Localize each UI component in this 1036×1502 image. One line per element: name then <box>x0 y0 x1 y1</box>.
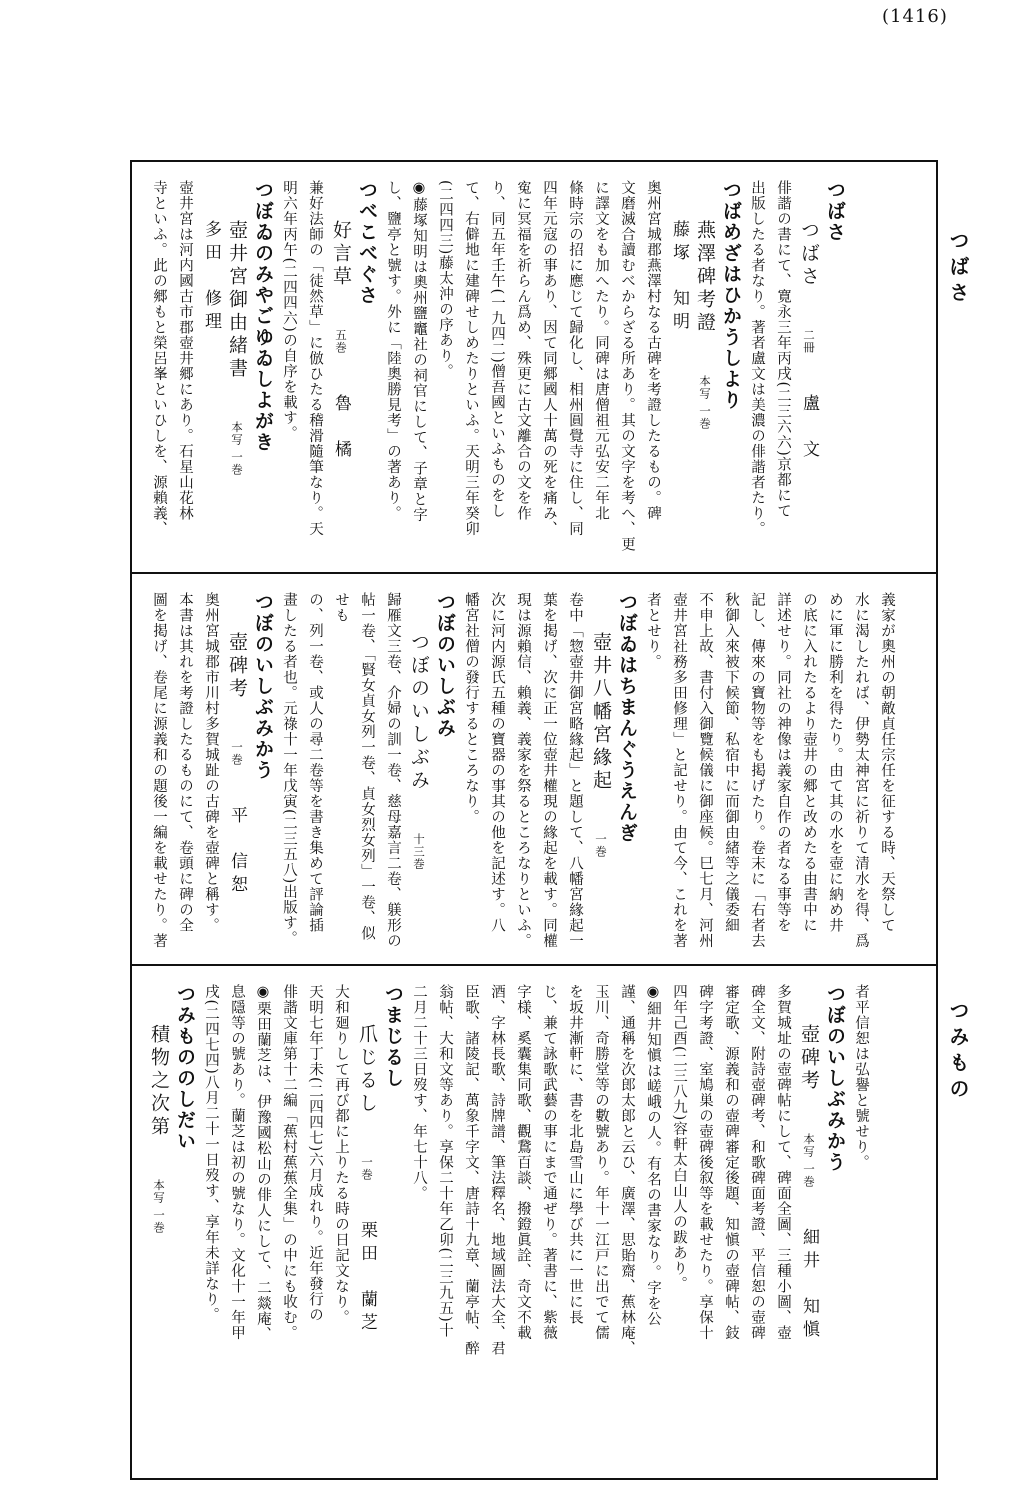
body-text-line: 圖を掲げ、卷尾に源義和の題後一編を載せたり。著 <box>151 592 167 949</box>
volume-count: 五巻 <box>334 329 348 354</box>
body-text-line: 謹、通稱を次郎太郎と云ひ、廣澤、思貽齋、蕉林庵、 <box>619 984 635 1356</box>
entry-title-line <box>796 984 822 1464</box>
body-text-line: 帖一卷、「賢女貞女列一卷、貞女烈女列」一卷、似せも <box>333 592 375 942</box>
body-text-line: 葉を掲げ、次に正一位壺井權現の緣起を載す。同權 <box>541 592 557 949</box>
entry-title-line <box>328 180 354 558</box>
body-text-line: じ、兼て詠歌武藝の事にまで通ぜり。著書に、紫薇 <box>541 984 557 1341</box>
body-text-line: 息隱等の號あり。蘭芝は初の號なり。文化十一年甲 <box>229 984 245 1341</box>
volume-count: 本写 一巻 <box>152 1179 166 1234</box>
body-text-line: 酒、字林長歌、詩牌譜、筆法釋名、地域圖法大全、君 <box>489 984 505 1356</box>
page-number: (1416) <box>882 6 948 27</box>
body-text-line: 四年己酉(二三八九)容軒太白山人の跋あり。 <box>671 984 687 1292</box>
body-text-line: 二月二十三日歿す、年七十八。 <box>411 984 427 1201</box>
body-text-line: 文磨滅合讀むべからざる所あり。其の文字を考へ、更 <box>619 180 635 552</box>
book-title: 壺碑考 <box>798 1024 820 1093</box>
book-title: 爪じるし <box>356 1024 378 1116</box>
entry-heading-text: つぼのいしぶみ <box>434 592 456 739</box>
body-text-line: り、同五年壬午(一九四二)僧吾國といふものをし <box>489 180 505 519</box>
body-text-line: 義家が奧州の朝敵貞任宗任を征する時、天祭して <box>879 592 895 933</box>
entry-heading <box>250 592 276 950</box>
book-author: 魯 橘 <box>331 394 351 463</box>
body-text-line: を坂井漸軒に、書を北島雪山に學び共に一世に長 <box>567 984 583 1325</box>
entry-heading-text: つばめざはひかうしより <box>720 180 742 411</box>
volume-count: 十三巻 <box>412 833 426 871</box>
body-text-line: 碑全文、附詩壺碑考、和歌碑面考證、平信恕の壺碑 <box>749 984 765 1341</box>
body-text-line: 秋御入來被下候節、私宿中に而御由緒等之儀委細 <box>723 592 739 933</box>
volume-count: 一巻 <box>360 1156 374 1181</box>
entry-title-line <box>588 592 614 950</box>
body-text-line: 奥州宮城郡燕澤村なる古碑を考證したるもの。碑 <box>645 180 661 521</box>
entry-heading-text: つばさ <box>824 180 846 243</box>
entry-title-line <box>666 180 718 558</box>
body-text-line: 壺井宮は河内國古市郡壺井郷にあり。石星山花林 <box>177 180 193 521</box>
body-text-line: 不申上故、書付入御覽候儀に御座候。巳七月、河州 <box>697 592 713 949</box>
body-text-line: ◉藤塚知明は奧州鹽竈社の祠官にして、子章と字 <box>411 180 427 523</box>
entry-title-line <box>406 592 432 950</box>
body-text-line: 幡宮社僧の發行するところなり。 <box>463 592 479 825</box>
section-bottom <box>132 966 936 1478</box>
body-text-line: に譯文をも加へたり。同碑は唐僧祖元弘安二年北 <box>593 180 609 521</box>
section-top <box>132 162 936 572</box>
book-title: 積物之次第 <box>148 1024 170 1139</box>
volume-count: 一巻 <box>230 741 244 766</box>
body-text-line: 四年元寇の事あり、因て同郷國人十萬の死を痛み、 <box>541 180 557 537</box>
body-text-line: 玉川、奇勝堂等の數號あり。年十一江戸に出でて儒 <box>593 984 609 1341</box>
entry-heading <box>380 984 406 1464</box>
body-text-line: 水に渴したれば、伊勢太神宮に祈りて清水を得、爲 <box>853 592 869 949</box>
entry-heading-text: つみもののしだい <box>174 984 196 1152</box>
section-middle-text <box>146 592 900 950</box>
body-text-line: 多賀城址の壺碑帖にして、碑面全圖、三種小圖、壺 <box>775 984 791 1341</box>
entry-heading <box>250 180 276 558</box>
page-frame <box>130 160 938 1480</box>
entry-heading <box>432 592 458 950</box>
body-text-line: 壺井宮社務多田修理」と記せり。由て今、これを著 <box>671 592 687 949</box>
book-author: 栗田 蘭芝 <box>357 1221 377 1336</box>
entry-heading-text: つぼゐのみやごゆゐしよがき <box>252 180 274 453</box>
section-middle <box>132 574 936 964</box>
body-text-line: 明六年丙午(二四四六)の自序を載す。 <box>281 180 297 442</box>
body-text-line: の底に入れたるより壺井の郷と改めたる由書中に <box>801 592 817 933</box>
section-top-text <box>146 180 848 558</box>
volume-count: 一巻 <box>594 833 608 858</box>
body-text-line: の、列一卷、或人の尋二卷等を書き集めて評論插 <box>307 592 323 933</box>
entry-heading <box>822 984 848 1464</box>
book-title: 好言草 <box>330 220 352 289</box>
body-text-line: 條時宗の招に應じて歸化し、相州圓覺寺に住し、同 <box>567 180 583 537</box>
section-bottom-text <box>146 984 874 1464</box>
entry-title-line <box>796 180 822 558</box>
margin-label-tsubasa: つばさ <box>946 230 970 308</box>
body-text-line: 歸雁文三卷、介婦の訓一卷、慈母嘉言二卷、躾形の <box>385 592 401 949</box>
entry-title-line <box>198 180 250 558</box>
body-text-line: 大和廻りして再び都に上りたる時の日記文なり。 <box>333 984 349 1325</box>
book-title: 壺碑考 <box>226 632 248 701</box>
book-author: 平 信恕 <box>227 806 247 898</box>
entry-heading-text: つぼのいしぶみかう <box>824 984 846 1173</box>
volume-count: 本写 一巻 <box>802 1133 816 1188</box>
margin-label-tsumimono: つみもの <box>946 1000 970 1104</box>
body-text-line: 字様、奚囊集同歌、觀鵞百談、撥鐙眞詮、奇文不載 <box>515 984 531 1341</box>
entry-heading <box>718 180 744 558</box>
body-text-line: し、鹽亭と號す。外に「陸奧勝見考」の著あり。 <box>385 180 401 521</box>
body-text-line: 碑字考證、室鳩巣の壺碑後叙等を載せたり。享保十 <box>697 984 713 1341</box>
entry-heading <box>822 180 848 558</box>
body-text-line: 俳諧文庫第十二編「蕉村蕉蕉全集」の中にも收む。 <box>281 984 297 1341</box>
body-text-line: ◉細井知愼は嵯峨の人。有名の書家なり。字を公 <box>645 984 661 1327</box>
body-text-line: 出版したる者なり。著者盧文は美濃の俳諧者たり。 <box>749 180 765 537</box>
body-text-line: 現は源賴信、賴義、義家を祭るところなりといふ。 <box>515 592 531 949</box>
book-author: 多田 修理 <box>201 220 221 335</box>
book-title: 壺井八幡宮緣起 <box>590 632 612 793</box>
body-text-line: ◉栗田蘭芝は、伊豫國松山の俳人にして、二燚庵、 <box>255 984 271 1342</box>
body-text-line: (二四四三)藤太沖の序あり。 <box>437 180 453 380</box>
entry-heading <box>354 180 380 558</box>
body-text-line: 天明七年丁未(二四四七)六月成れり。近年發行の <box>307 984 323 1323</box>
entry-heading <box>614 592 640 950</box>
body-text-line: 翁帖、大和文等あり。享保二十年乙卯(二三九五)十 <box>437 984 453 1339</box>
body-text-line: 者平信恕は弘譽と號せり。 <box>853 984 869 1170</box>
entry-heading-text: つぼゐはちまんぐうえんぎ <box>616 592 638 844</box>
book-author: 細井 知愼 <box>799 1227 819 1343</box>
book-author: 藤塚 知明 <box>669 220 689 335</box>
book-title: つばさ <box>798 220 820 289</box>
entry-title-line <box>146 984 172 1464</box>
body-text-line: 臣歌、諸陵記、萬象千字文、唐詩十九章、蘭亭帖、醉 <box>463 984 479 1356</box>
body-text-line: 次に河内源氏五種の寶器の事其の他を記述す。八 <box>489 592 505 933</box>
body-text-line: 戌(二四七四)八月二十一日歿す、享年未詳なり。 <box>203 984 219 1323</box>
book-title: 壺井宮御由緒書 <box>226 220 248 381</box>
book-title: 燕澤碑考證 <box>694 220 716 335</box>
body-text-line: 兼好法師の「徒然草」に倣ひたる稽滑隨筆なり。天 <box>307 180 323 537</box>
body-text-line: 者とせり。 <box>645 592 661 670</box>
entry-heading <box>172 984 198 1464</box>
entry-heading-text: つぼのいしぶみかう <box>252 592 274 781</box>
book-title: つぼのいしぶみ <box>408 632 430 793</box>
body-text-line: めに軍に勝利を得たり。由て其の水を壺に納め井 <box>827 592 843 933</box>
volume-count: 本写 一巻 <box>698 375 712 430</box>
body-text-line: 審定歌、源義和の壺碑審定後題、知愼の壺碑帖、鈘 <box>723 984 739 1341</box>
volume-count: 二冊 <box>802 329 816 354</box>
entry-heading-text: つまじるし <box>382 984 404 1089</box>
volume-count: 本写 一巻 <box>230 421 244 476</box>
body-text-line: 本書は其れを考證したるものにて、卷頭に碑の全 <box>177 592 193 933</box>
body-text-line: 畫したる者也。元祿十一年戊寅(二三五八)出版す。 <box>281 592 297 947</box>
body-text-line: 俳諧の書にて、寛永三年丙戌(二三六六)京都にて <box>775 180 791 519</box>
book-author: 盧 文 <box>799 394 819 463</box>
body-text-line: 卷中「惣壺井御宮略緣起」と題して、八幡宮緣起一 <box>567 592 583 949</box>
entry-title-line <box>354 984 380 1464</box>
entry-title-line <box>224 592 250 950</box>
entry-heading-text: つべこべぐさ <box>356 180 378 306</box>
body-text-line: て、右僻地に建碑せしめたりといふ。天明三年癸卯 <box>463 180 479 537</box>
body-text-line: 寃に冥福を祈らん爲め、殊更に古文離合の文を作 <box>515 180 531 521</box>
body-text-line: 詳述せり。同社の神像は義家自作の者なる事等を <box>775 592 791 933</box>
body-text-line: 寺といふ。此の郷もと榮呂峯といひしを、源賴義、 <box>151 180 167 537</box>
body-text-line: 記し、傳來の寶物等をも掲げたり。卷末に「右者去 <box>749 592 765 949</box>
body-text-line: 奥州宮城郡市川村多賀城趾の古碑を壺碑と稱す。 <box>203 592 219 933</box>
